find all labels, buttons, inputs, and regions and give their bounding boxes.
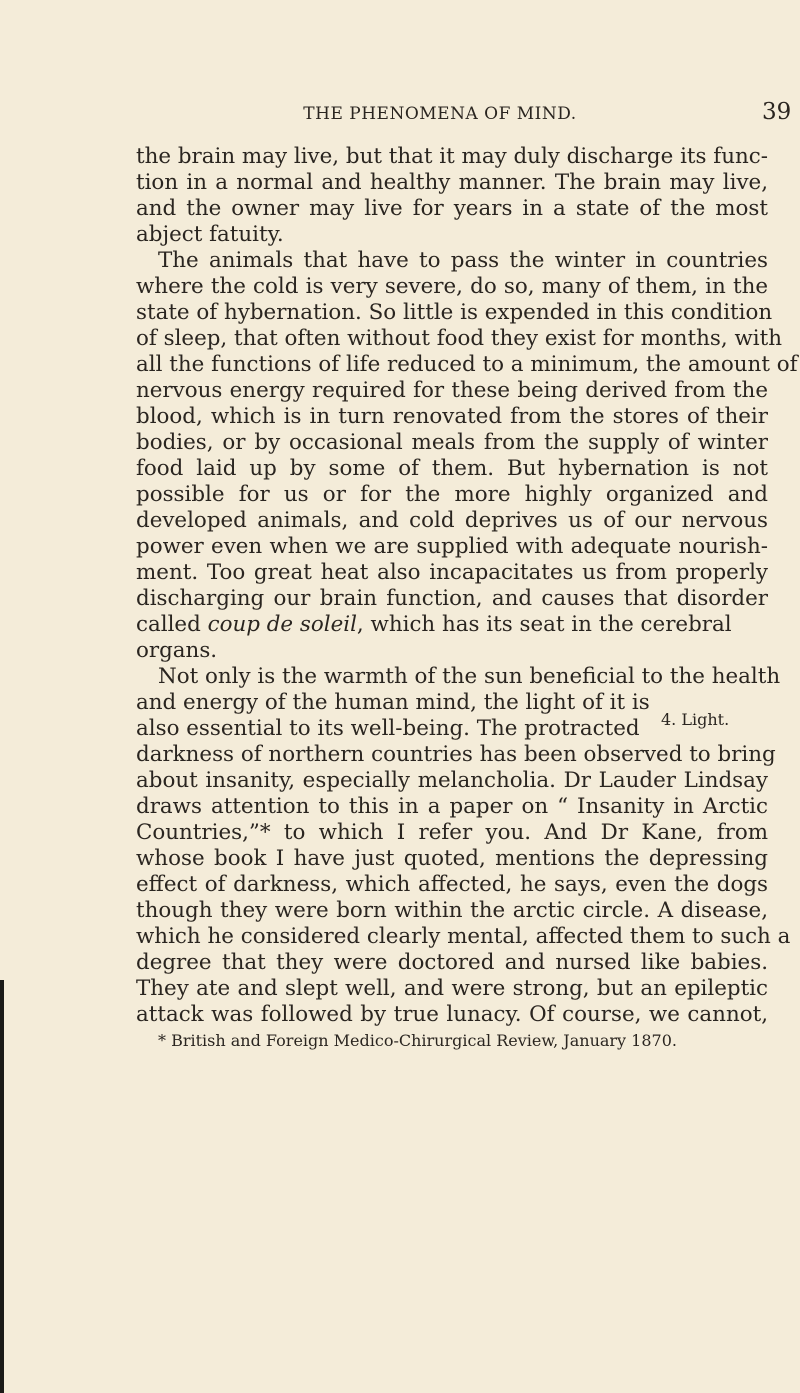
text-line: Not only is the warmth of the sun beneficial to the health [158,664,781,689]
text-line: of sleep, that often without food they exist for months, with [136,326,782,351]
italic-phrase: coup de soleil [207,612,357,637]
text-line: blood, which is in turn renovated from the stores of their [136,404,768,429]
text-line: whose book I have just quoted, mentions the depressing [136,846,768,871]
footnote: * British and Foreign Medico-Chirurgical Review, January 1870. [158,1031,677,1050]
text-line: nervous energy required for these being derived from the [136,378,768,403]
text-fragment: called [136,612,201,637]
text-line: the brain may live, but that it may duly discharge its func- [136,144,768,169]
text-line: all the functions of life reduced to a minimum, the amount of [136,352,798,377]
text-line: and the owner may live for years in a state of the most [136,196,768,221]
text-line: effect of darkness, which affected, he says, even the dogs [136,872,768,897]
page-edge-shadow [0,980,4,1393]
text-line: developed animals, and cold deprives us of our nervous [136,508,768,533]
page-number: 39 [762,99,792,125]
text-line: also essential to its well-being. The protracted [136,716,640,741]
text-line: which he considered clearly mental, affected them to such a [136,924,791,949]
text-line: and energy of the human mind, the light of it is [136,690,650,715]
text-line: ment. Too great heat also incapacitates us from properly [136,560,768,585]
text-line [136,612,768,638]
text-line: though they were born within the arctic circle. A disease, [136,898,768,923]
text-line: They ate and slept well, and were strong, but an epileptic [136,976,768,1001]
text-line: attack was followed by true lunacy. Of course, we cannot, [136,1002,768,1027]
text-fragment: , which has its seat in the cerebral [356,612,732,637]
text-line: bodies, or by occasional meals from the supply of winter [136,430,768,455]
text-line: Countries,”* to which I refer you. And Dr Kane, from [136,820,768,845]
text-line: darkness of northern countries has been observed to bring [136,742,776,767]
text-line: state of hybernation. So little is expended in this condition [136,300,773,325]
text-line: about insanity, especially melancholia. Dr Lauder Lindsay [136,768,768,793]
running-title: THE PHENOMENA OF MIND. [303,104,577,124]
text-line: where the cold is very severe, do so, many of them, in the [136,274,768,299]
text-line: organs. [136,638,218,663]
text-line: food laid up by some of them. But hybernation is not [136,456,768,481]
text-line: The animals that have to pass the winter in countries [158,248,768,273]
text-line: draws attention to this in a paper on “ Insanity in Arctic [136,794,768,819]
text-line: abject fatuity. [136,222,284,247]
text-line: discharging our brain function, and causes that disorder [136,586,768,611]
text-line: possible for us or for the more highly organized and [136,482,768,507]
text-line: tion in a normal and healthy manner. The brain may live, [136,170,768,195]
text-line: power even when we are supplied with adequate nourish- [136,534,768,559]
marginal-note: 4. Light. [661,710,730,729]
text-line: degree that they were doctored and nursed like babies. [136,950,768,975]
